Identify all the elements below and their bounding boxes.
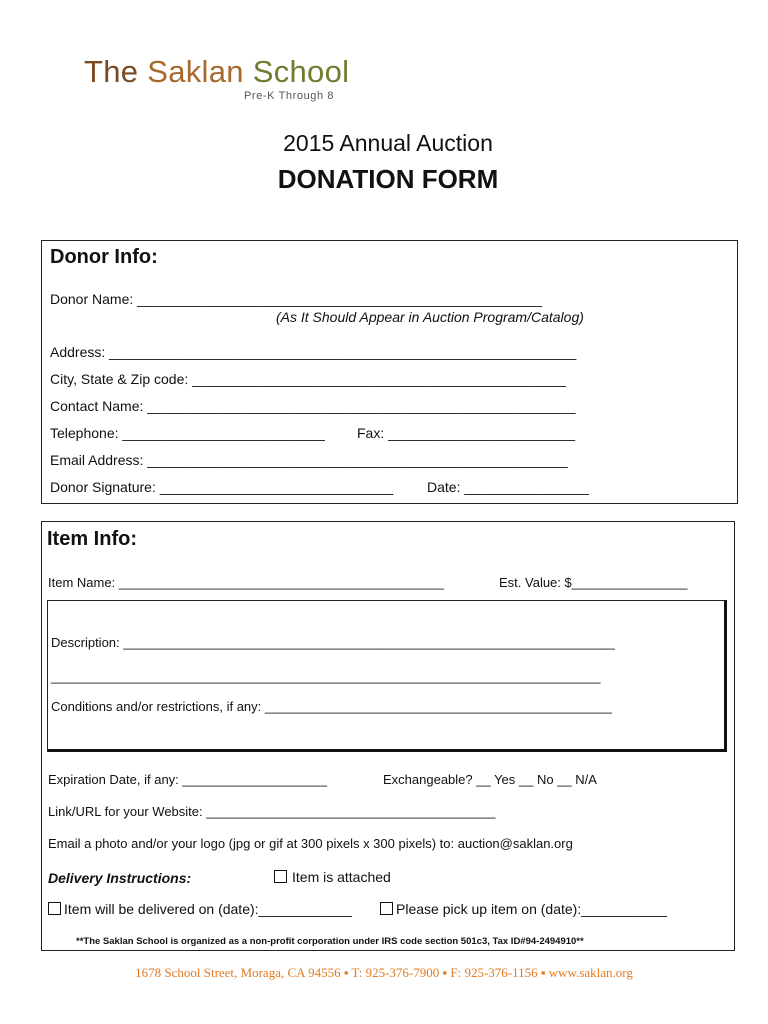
- city-state-zip-field[interactable]: City, State & Zip code: ________________________________________________: [50, 371, 566, 387]
- delivery-instructions-label: Delivery Instructions:: [48, 870, 192, 886]
- description-field[interactable]: Description: ____________________________________________________________________: [51, 635, 615, 650]
- logo-word-school: School: [252, 54, 350, 89]
- item-delivered-checkbox[interactable]: [48, 902, 61, 915]
- contact-name-field[interactable]: Contact Name: _______________________________________________________: [50, 398, 576, 414]
- item-delivered-option[interactable]: [48, 901, 352, 917]
- item-attached-label: Item is attached: [292, 869, 391, 885]
- pickup-label: Please pick up item on (date):___________: [396, 901, 667, 917]
- website-url-field[interactable]: Link/URL for your Website: ________________________________________: [48, 804, 496, 819]
- form-title: DONATION FORM: [277, 164, 499, 194]
- est-value-field[interactable]: Est. Value: $________________: [499, 575, 688, 590]
- item-name-field[interactable]: Item Name: _____________________________________________: [48, 575, 445, 590]
- item-delivered-label: Item will be delivered on (date):____________: [64, 901, 352, 917]
- photo-instructions: Email a photo and/or your logo (jpg or gif at 300 pixels x 300 pixels) to: auction@saklan.org: [48, 836, 573, 851]
- donor-name-note: (As It Should Appear in Auction Program/Catalog): [276, 309, 584, 325]
- item-info-heading: Item Info:: [47, 528, 137, 550]
- donor-name-field[interactable]: Donor Name: ____________________________________________________: [50, 291, 543, 307]
- telephone-field[interactable]: Telephone: __________________________: [50, 425, 325, 441]
- pickup-option[interactable]: [380, 901, 667, 917]
- donor-signature-field[interactable]: Donor Signature: ______________________________: [50, 479, 394, 495]
- email-address-field[interactable]: Email Address: ______________________________________________________: [50, 452, 568, 468]
- nonprofit-notice: **The Saklan School is organized as a non-profit corporation under IRS code section 501c3, Tax ID#94-2494910**: [76, 936, 584, 947]
- conditions-field[interactable]: Conditions and/or restrictions, if any: ________________________________________________: [51, 699, 612, 714]
- address-field[interactable]: Address: ____________________________________________________________: [50, 344, 577, 360]
- footer-contact-info: 1678 School Street, Moraga, CA 94556 ▪ T: 925-376-7900 ▪ F: 925-376-1156 ▪ www.saklan.org: [135, 965, 633, 980]
- fax-field[interactable]: Fax: ________________________: [357, 425, 575, 441]
- item-attached-checkbox[interactable]: [274, 870, 287, 883]
- description-continued-line[interactable]: ____________________________________________________________________________: [51, 669, 601, 684]
- logo-word-the: The: [84, 54, 148, 89]
- item-attached-option[interactable]: [274, 869, 391, 885]
- school-logo: [84, 54, 349, 90]
- donor-info-heading: Donor Info:: [50, 246, 158, 268]
- logo-tagline: Pre-K Through 8: [244, 90, 335, 102]
- exchangeable-options[interactable]: Exchangeable? __ Yes __ No __ N/A: [383, 772, 597, 787]
- page-title: 2015 Annual Auction: [283, 130, 493, 156]
- logo-word-saklan: Saklan: [147, 54, 253, 89]
- pickup-checkbox[interactable]: [380, 902, 393, 915]
- expiration-date-field[interactable]: Expiration Date, if any: ____________________: [48, 772, 327, 787]
- date-field[interactable]: Date: ________________: [427, 479, 589, 495]
